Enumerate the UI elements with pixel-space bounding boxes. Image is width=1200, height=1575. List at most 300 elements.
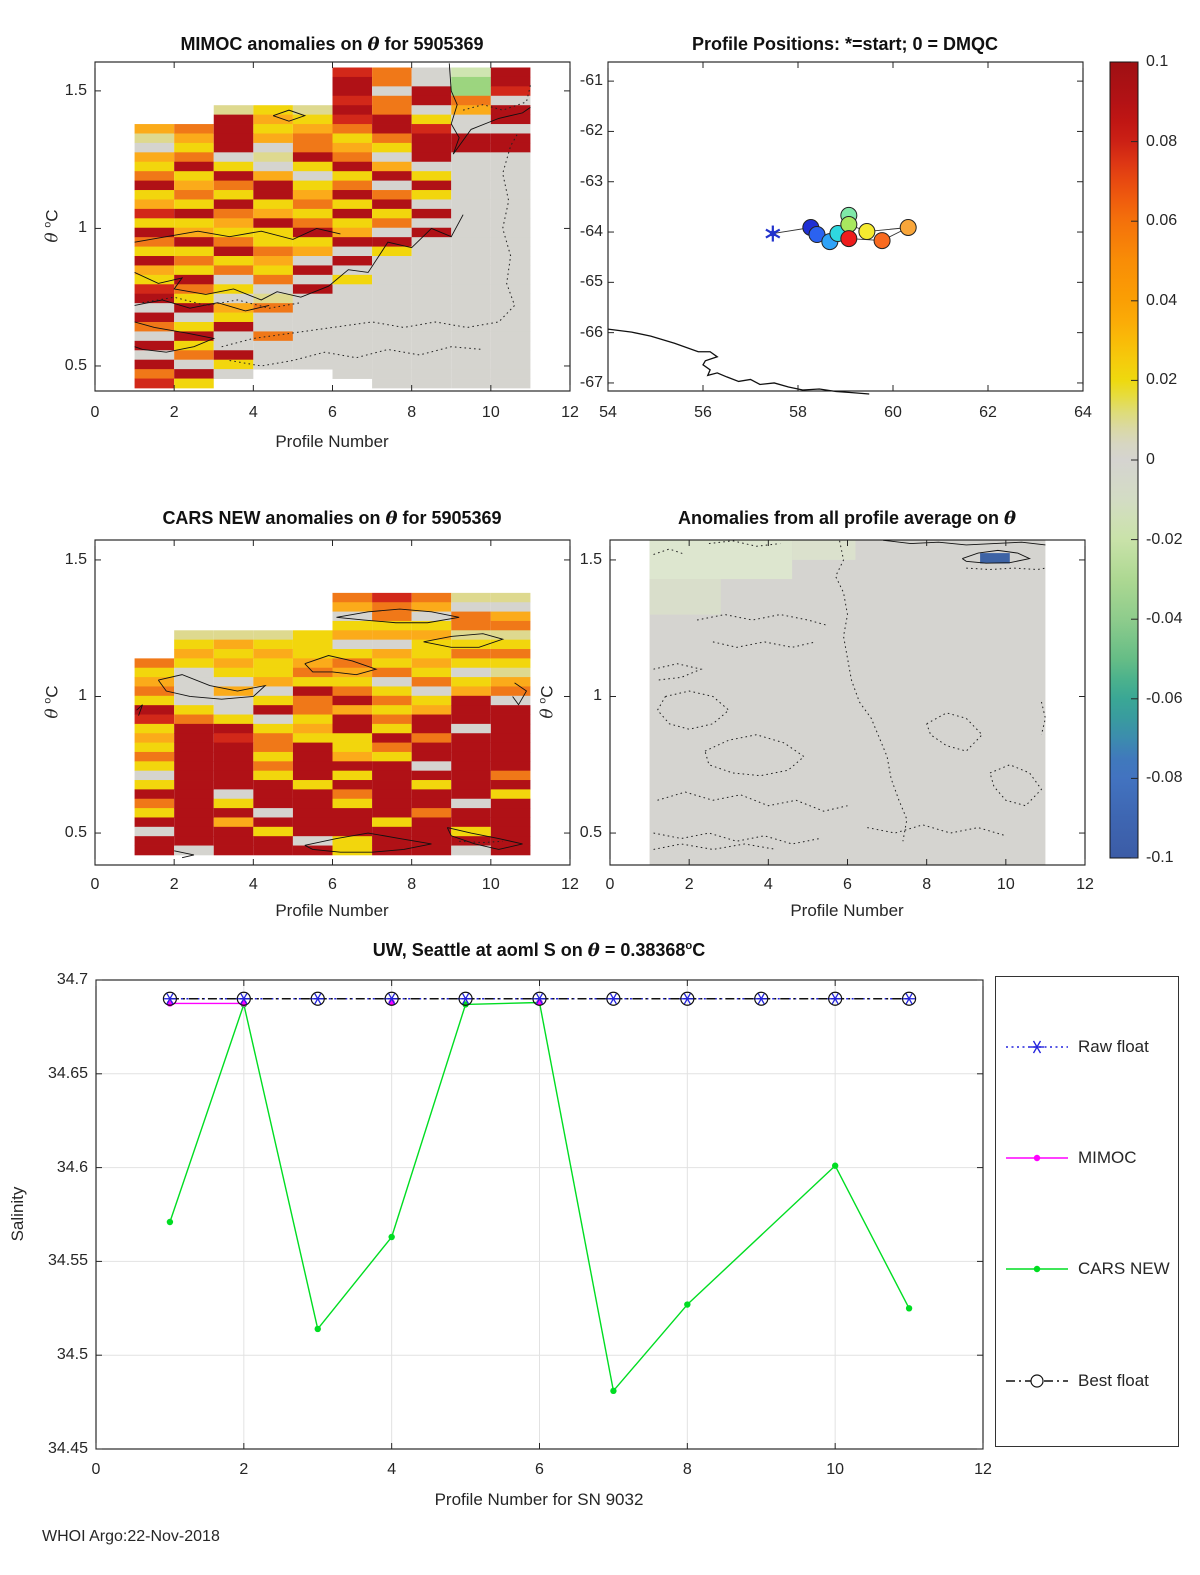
heatmap-cell [491, 593, 531, 603]
heatmap-cell [174, 331, 214, 341]
heatmap-cell [214, 630, 254, 640]
heatmap-cell [214, 836, 254, 846]
heatmap-cell [412, 275, 452, 285]
heatmap-cell [412, 649, 452, 659]
heatmap-cell [253, 649, 293, 659]
heatmap-cell [333, 284, 373, 294]
sal-ytick-label: 34.55 [47, 1252, 88, 1270]
heatmap-cell [451, 715, 491, 725]
heatmap-cell [412, 247, 452, 257]
heatmap-cell [451, 780, 491, 790]
heatmap-cell [372, 780, 412, 790]
heatmap-cell [174, 668, 214, 678]
sal-xtick-label: 6 [535, 1461, 544, 1478]
heatmap-cell [451, 162, 491, 172]
heatmap-cell [174, 162, 214, 172]
heatmap-cell [135, 789, 175, 799]
heatmap-cell [135, 190, 175, 200]
heatmap-cell [451, 668, 491, 678]
colorbar-tick-label: 0.02 [1146, 371, 1178, 389]
heatmap-cell [372, 284, 412, 294]
heatmap-cell [293, 827, 333, 837]
heatmap-cell [372, 696, 412, 706]
heatmap-cell [174, 846, 214, 856]
heatmap-cell [135, 677, 175, 687]
mimoc-xtick-label: 2 [169, 404, 179, 421]
heatmap-cell [372, 115, 412, 125]
heatmap-cell [372, 836, 412, 846]
cars-xtick-label: 8 [407, 876, 417, 893]
mimoc-xtick-label: 4 [248, 404, 258, 421]
heatmap-cell [372, 612, 412, 622]
heatmap-cell [412, 827, 452, 837]
heatmap-cell [174, 686, 214, 696]
heatmap-cell [333, 715, 373, 725]
heatmap-cell [214, 162, 254, 172]
legend-entry-mimoc [996, 1141, 1178, 1175]
heatmap-cell [372, 630, 412, 640]
heatmap-cell [293, 331, 333, 341]
xlabel-cars: Profile Number [275, 901, 389, 920]
heatmap-cell [372, 331, 412, 341]
heatmap-cell [293, 256, 333, 266]
sal-ytick-label: 34.65 [47, 1064, 88, 1082]
heatmap-cell [333, 124, 373, 134]
heatmap-cell [214, 658, 254, 668]
heatmap-cell [491, 143, 531, 153]
heatmap-cell [491, 124, 531, 134]
heatmap-cell [174, 771, 214, 781]
map-xtick-label: 64 [1074, 404, 1092, 421]
heatmap-cell [174, 171, 214, 181]
heatmap-cell [412, 752, 452, 762]
heatmap-cell [451, 322, 491, 332]
cars-ytick-label: 1 [78, 687, 87, 705]
cars-new-line [466, 1003, 540, 1005]
heatmap-cell [333, 86, 373, 96]
heatmap-cell [214, 677, 254, 687]
heatmap-cell [451, 77, 491, 87]
heatmap-cell [135, 313, 175, 323]
heatmap-cell [372, 341, 412, 351]
xlabel-mimoc: Profile Number [275, 432, 389, 451]
heatmap-cell [333, 602, 373, 612]
colorbar-tick-label: -0.06 [1146, 689, 1183, 707]
heatmap-cell [253, 143, 293, 153]
heatmap-cell [174, 752, 214, 762]
heatmap-cell [372, 593, 412, 603]
legend-entry-raw-float [996, 1030, 1178, 1064]
heatmap-cell [412, 68, 452, 78]
heatmap-cell [293, 190, 333, 200]
colorbar-tick-label: 0.04 [1146, 291, 1178, 309]
heatmap-cell [253, 275, 293, 285]
heatmap-cell [293, 649, 333, 659]
heatmap-cell [214, 780, 254, 790]
heatmap-cell [253, 658, 293, 668]
heatmap-cell [372, 313, 412, 323]
heatmap-cell [451, 115, 491, 125]
map-ytick-label: -64 [579, 223, 603, 241]
heatmap-cell [451, 846, 491, 856]
heatmap-cell [293, 228, 333, 238]
heatmap-cell [333, 761, 373, 771]
heatmap-cell [135, 199, 175, 209]
heatmap-cell [412, 284, 452, 294]
heatmap-cell [293, 640, 333, 650]
heatmap-cell [293, 143, 333, 153]
heatmap-cell [412, 218, 452, 228]
heatmap-cell [135, 360, 175, 370]
heatmap-cell [372, 133, 412, 143]
cars-xtick-label: 4 [248, 876, 258, 893]
heatmap-cell [214, 247, 254, 257]
heatmap-cell [412, 209, 452, 219]
sal-ytick-label: 34.6 [56, 1158, 88, 1176]
heatmap-cell [412, 228, 452, 238]
heatmap-cell [293, 743, 333, 753]
heatmap-cell [333, 743, 373, 753]
heatmap-cell [451, 199, 491, 209]
heatmap-cell [412, 780, 452, 790]
heatmap-cell [135, 761, 175, 771]
heatmap-cell [372, 715, 412, 725]
heatmap-cell [491, 218, 531, 228]
ylabel-avg: θ $^o$C [536, 685, 558, 719]
heatmap-cell [491, 331, 531, 341]
heatmap-cell [253, 218, 293, 228]
heatmap-cell [214, 761, 254, 771]
colorbar-tick-label: -0.02 [1146, 530, 1183, 548]
heatmap-cell [214, 827, 254, 837]
heatmap-cell [491, 209, 531, 219]
heatmap-cell [293, 275, 333, 285]
heatmap-cell [214, 799, 254, 809]
heatmap-cell [214, 350, 254, 360]
heatmap-cell [372, 360, 412, 370]
profile-position-dot [900, 220, 916, 236]
cars-xtick-label: 6 [328, 876, 337, 893]
heatmap-cell [451, 817, 491, 827]
heatmap-cell [253, 294, 293, 304]
heatmap-cell [412, 836, 452, 846]
heatmap-cell [451, 341, 491, 351]
cars-xtick-label: 10 [481, 876, 500, 893]
heatmap-cell [372, 218, 412, 228]
heatmap-cell [253, 715, 293, 725]
heatmap-cell [135, 658, 175, 668]
heatmap-cell [293, 181, 333, 191]
heatmap-cell [333, 733, 373, 743]
heatmap-cell [412, 313, 452, 323]
avg-xtick-label: 8 [922, 876, 932, 893]
heatmap-cell [135, 209, 175, 219]
heatmap-cell [135, 284, 175, 294]
heatmap-cell [451, 228, 491, 238]
heatmap-cell [214, 668, 254, 678]
heatmap-cell [491, 612, 531, 622]
heatmap-cell [214, 181, 254, 191]
heatmap-cell [491, 152, 531, 162]
heatmap-cell [214, 341, 254, 351]
heatmap-cell [135, 715, 175, 725]
heatmap-cell [293, 733, 333, 743]
heatmap-cell [451, 761, 491, 771]
avg-xtick-label: 10 [996, 876, 1015, 893]
legend-marker-asterisk-icon [1006, 1037, 1068, 1057]
heatmap-cell [333, 621, 373, 631]
heatmap-cell [293, 313, 333, 323]
heatmap-cell [451, 68, 491, 78]
heatmap-cell [135, 799, 175, 809]
sal-ytick-label: 34.45 [47, 1440, 88, 1457]
heatmap-cell [293, 209, 333, 219]
heatmap-cell [253, 677, 293, 687]
heatmap-cell [333, 752, 373, 762]
mimoc-ytick-label: 0.5 [64, 356, 87, 374]
heatmap-cell [451, 190, 491, 200]
heatmap-cell [451, 827, 491, 837]
heatmap-cell [451, 350, 491, 360]
profile-position-dot [859, 224, 875, 240]
heatmap-cell [372, 86, 412, 96]
heatmap-cell [412, 86, 452, 96]
heatmap-cell [372, 677, 412, 687]
heatmap-cell [451, 152, 491, 162]
heatmap-cell [333, 152, 373, 162]
heatmap-cell [491, 771, 531, 781]
heatmap-cell [372, 733, 412, 743]
heatmap-cell [253, 836, 293, 846]
heatmap-cell [491, 649, 531, 659]
heatmap-cell [214, 124, 254, 134]
heatmap-cell [372, 379, 412, 389]
heatmap-cell [491, 780, 531, 790]
heatmap-cell [253, 771, 293, 781]
heatmap-cell [293, 133, 333, 143]
heatmap-cell [451, 602, 491, 612]
sal-ytick-label: 34.5 [56, 1346, 88, 1364]
heatmap-cell [412, 303, 452, 313]
profile-position-dot [874, 233, 890, 249]
heatmap-cell [372, 237, 412, 247]
heatmap-cell [491, 733, 531, 743]
heatmap-cell [214, 789, 254, 799]
heatmap-cell [333, 247, 373, 257]
legend-marker-circle-icon [1006, 1371, 1068, 1391]
heatmap-cell [412, 171, 452, 181]
heatmap-cell [174, 705, 214, 715]
heatmap-cell [372, 143, 412, 153]
heatmap-cell [372, 303, 412, 313]
legend-marker-dot-icon [1006, 1259, 1068, 1279]
heatmap-cell [174, 780, 214, 790]
heatmap-cell [372, 771, 412, 781]
heatmap-cell [135, 133, 175, 143]
heatmap-cell [412, 133, 452, 143]
heatmap-cell [491, 96, 531, 106]
heatmap-cell [135, 143, 175, 153]
cars-new-line [540, 1003, 614, 1391]
heatmap-cell [333, 237, 373, 247]
sal-xtick-label: 2 [239, 1461, 249, 1478]
map-xtick-label: 56 [694, 404, 712, 421]
heatmap-cell [253, 162, 293, 172]
cars-new-line [244, 1004, 318, 1329]
heatmap-cell [412, 190, 452, 200]
heatmap-cell [372, 799, 412, 809]
heatmap-cell [451, 256, 491, 266]
heatmap-cell [135, 379, 175, 389]
heatmap-cell [214, 152, 254, 162]
heatmap-cell [174, 733, 214, 743]
heatmap-cell [293, 218, 333, 228]
heatmap-cell [214, 752, 254, 762]
map-ytick-label: -67 [579, 373, 603, 391]
heatmap-cell [491, 133, 531, 143]
heatmap-cell [372, 265, 412, 275]
heatmap-cell [412, 115, 452, 125]
heatmap-cell [333, 96, 373, 106]
heatmap-cell [174, 350, 214, 360]
avg-ytick-label: 1.5 [579, 550, 602, 568]
heatmap-cell [372, 96, 412, 106]
heatmap-cell [333, 303, 373, 313]
heatmap-cell [451, 789, 491, 799]
xlabel-salinity: Profile Number for SN 9032 [434, 1490, 644, 1509]
mimoc-ytick-label: 1.5 [64, 81, 87, 99]
heatmap-cell [333, 799, 373, 809]
heatmap-cell [451, 752, 491, 762]
heatmap-cell [491, 715, 531, 725]
heatmap-cell [333, 294, 373, 304]
heatmap-cell [333, 630, 373, 640]
heatmap-cell [333, 115, 373, 125]
heatmap-cell [451, 630, 491, 640]
heatmap-cell [333, 199, 373, 209]
heatmap-cell [293, 303, 333, 313]
heatmap-cell [451, 705, 491, 715]
heatmap-cell [253, 228, 293, 238]
heatmap-cell [491, 303, 531, 313]
heatmap-cell [135, 733, 175, 743]
heatmap-cell [135, 218, 175, 228]
heatmap-cell [174, 827, 214, 837]
heatmap-cell [491, 237, 531, 247]
heatmap-cell [491, 199, 531, 209]
heatmap-cell [253, 247, 293, 257]
heatmap-cell [451, 593, 491, 603]
heatmap-cell [214, 218, 254, 228]
heatmap-cell [293, 630, 333, 640]
heatmap-cell [174, 677, 214, 687]
heatmap-cell [174, 247, 214, 257]
heatmap-cell [253, 780, 293, 790]
mimoc-xtick-label: 0 [90, 404, 100, 421]
map-ytick-label: -66 [579, 323, 603, 341]
heatmap-cell [412, 686, 452, 696]
heatmap-cell [491, 265, 531, 275]
heatmap-cell [451, 265, 491, 275]
title-cars-panel: CARS NEW anomalies on θ for 5905369 [162, 508, 502, 529]
heatmap-cell [412, 677, 452, 687]
heatmap-cell [451, 313, 491, 323]
heatmap-cell [412, 733, 452, 743]
heatmap-cell [412, 817, 452, 827]
cars-new-line [170, 1004, 244, 1222]
cars-new-line [613, 1305, 687, 1391]
heatmap-cell [214, 817, 254, 827]
heatmap-cell [333, 341, 373, 351]
heatmap-cell [491, 602, 531, 612]
cars-new-line [318, 1237, 392, 1329]
heatmap-cell [135, 247, 175, 257]
heatmap-cell [253, 827, 293, 837]
heatmap-cell [174, 143, 214, 153]
heatmap-cell [451, 237, 491, 247]
heatmap-cell [174, 313, 214, 323]
heatmap-cell [412, 696, 452, 706]
heatmap-cell [372, 658, 412, 668]
heatmap-cell [333, 256, 373, 266]
legend-label: MIMOC [1078, 1148, 1137, 1167]
heatmap-cell [333, 77, 373, 87]
map-ytick-label: -61 [579, 72, 603, 90]
title-avg-panel: Anomalies from all profile average on θ [677, 508, 1017, 529]
heatmap-cell [491, 77, 531, 87]
heatmap-cell [214, 331, 254, 341]
heatmap-cell [253, 256, 293, 266]
heatmap-cell [333, 133, 373, 143]
heatmap-cell [174, 322, 214, 332]
heatmap-cell [253, 640, 293, 650]
heatmap-cell [372, 752, 412, 762]
heatmap-cell [293, 808, 333, 818]
heatmap-cell [412, 668, 452, 678]
heatmap-cell [372, 181, 412, 191]
legend-label: Raw float [1078, 1037, 1149, 1056]
heatmap-cell [333, 68, 373, 78]
heatmap-cell [412, 658, 452, 668]
heatmap-cell [135, 780, 175, 790]
heatmap-cell [372, 743, 412, 753]
cars-xtick-label: 0 [90, 876, 100, 893]
map-xtick-label: 62 [979, 404, 997, 421]
heatmap-cell [253, 199, 293, 209]
heatmap-cell [333, 218, 373, 228]
heatmap-cell [451, 303, 491, 313]
heatmap-cell [174, 724, 214, 734]
heatmap-cell [174, 630, 214, 640]
sal-xtick-label: 0 [91, 1461, 101, 1478]
heatmap-cell [214, 743, 254, 753]
heatmap-cell [214, 105, 254, 115]
heatmap-cell [253, 630, 293, 640]
heatmap-cell [333, 322, 373, 332]
heatmap-cell [174, 836, 214, 846]
heatmap-cell [293, 817, 333, 827]
heatmap-cell [372, 369, 412, 379]
heatmap-cell [451, 649, 491, 659]
heatmap-cell [135, 696, 175, 706]
heatmap-cell [451, 181, 491, 191]
xlabel-avg: Profile Number [790, 901, 904, 920]
heatmap-cell [174, 817, 214, 827]
heatmap-cell [293, 668, 333, 678]
legend-label: CARS NEW [1078, 1259, 1170, 1278]
heatmap-cell [253, 761, 293, 771]
heatmap-cell [451, 209, 491, 219]
